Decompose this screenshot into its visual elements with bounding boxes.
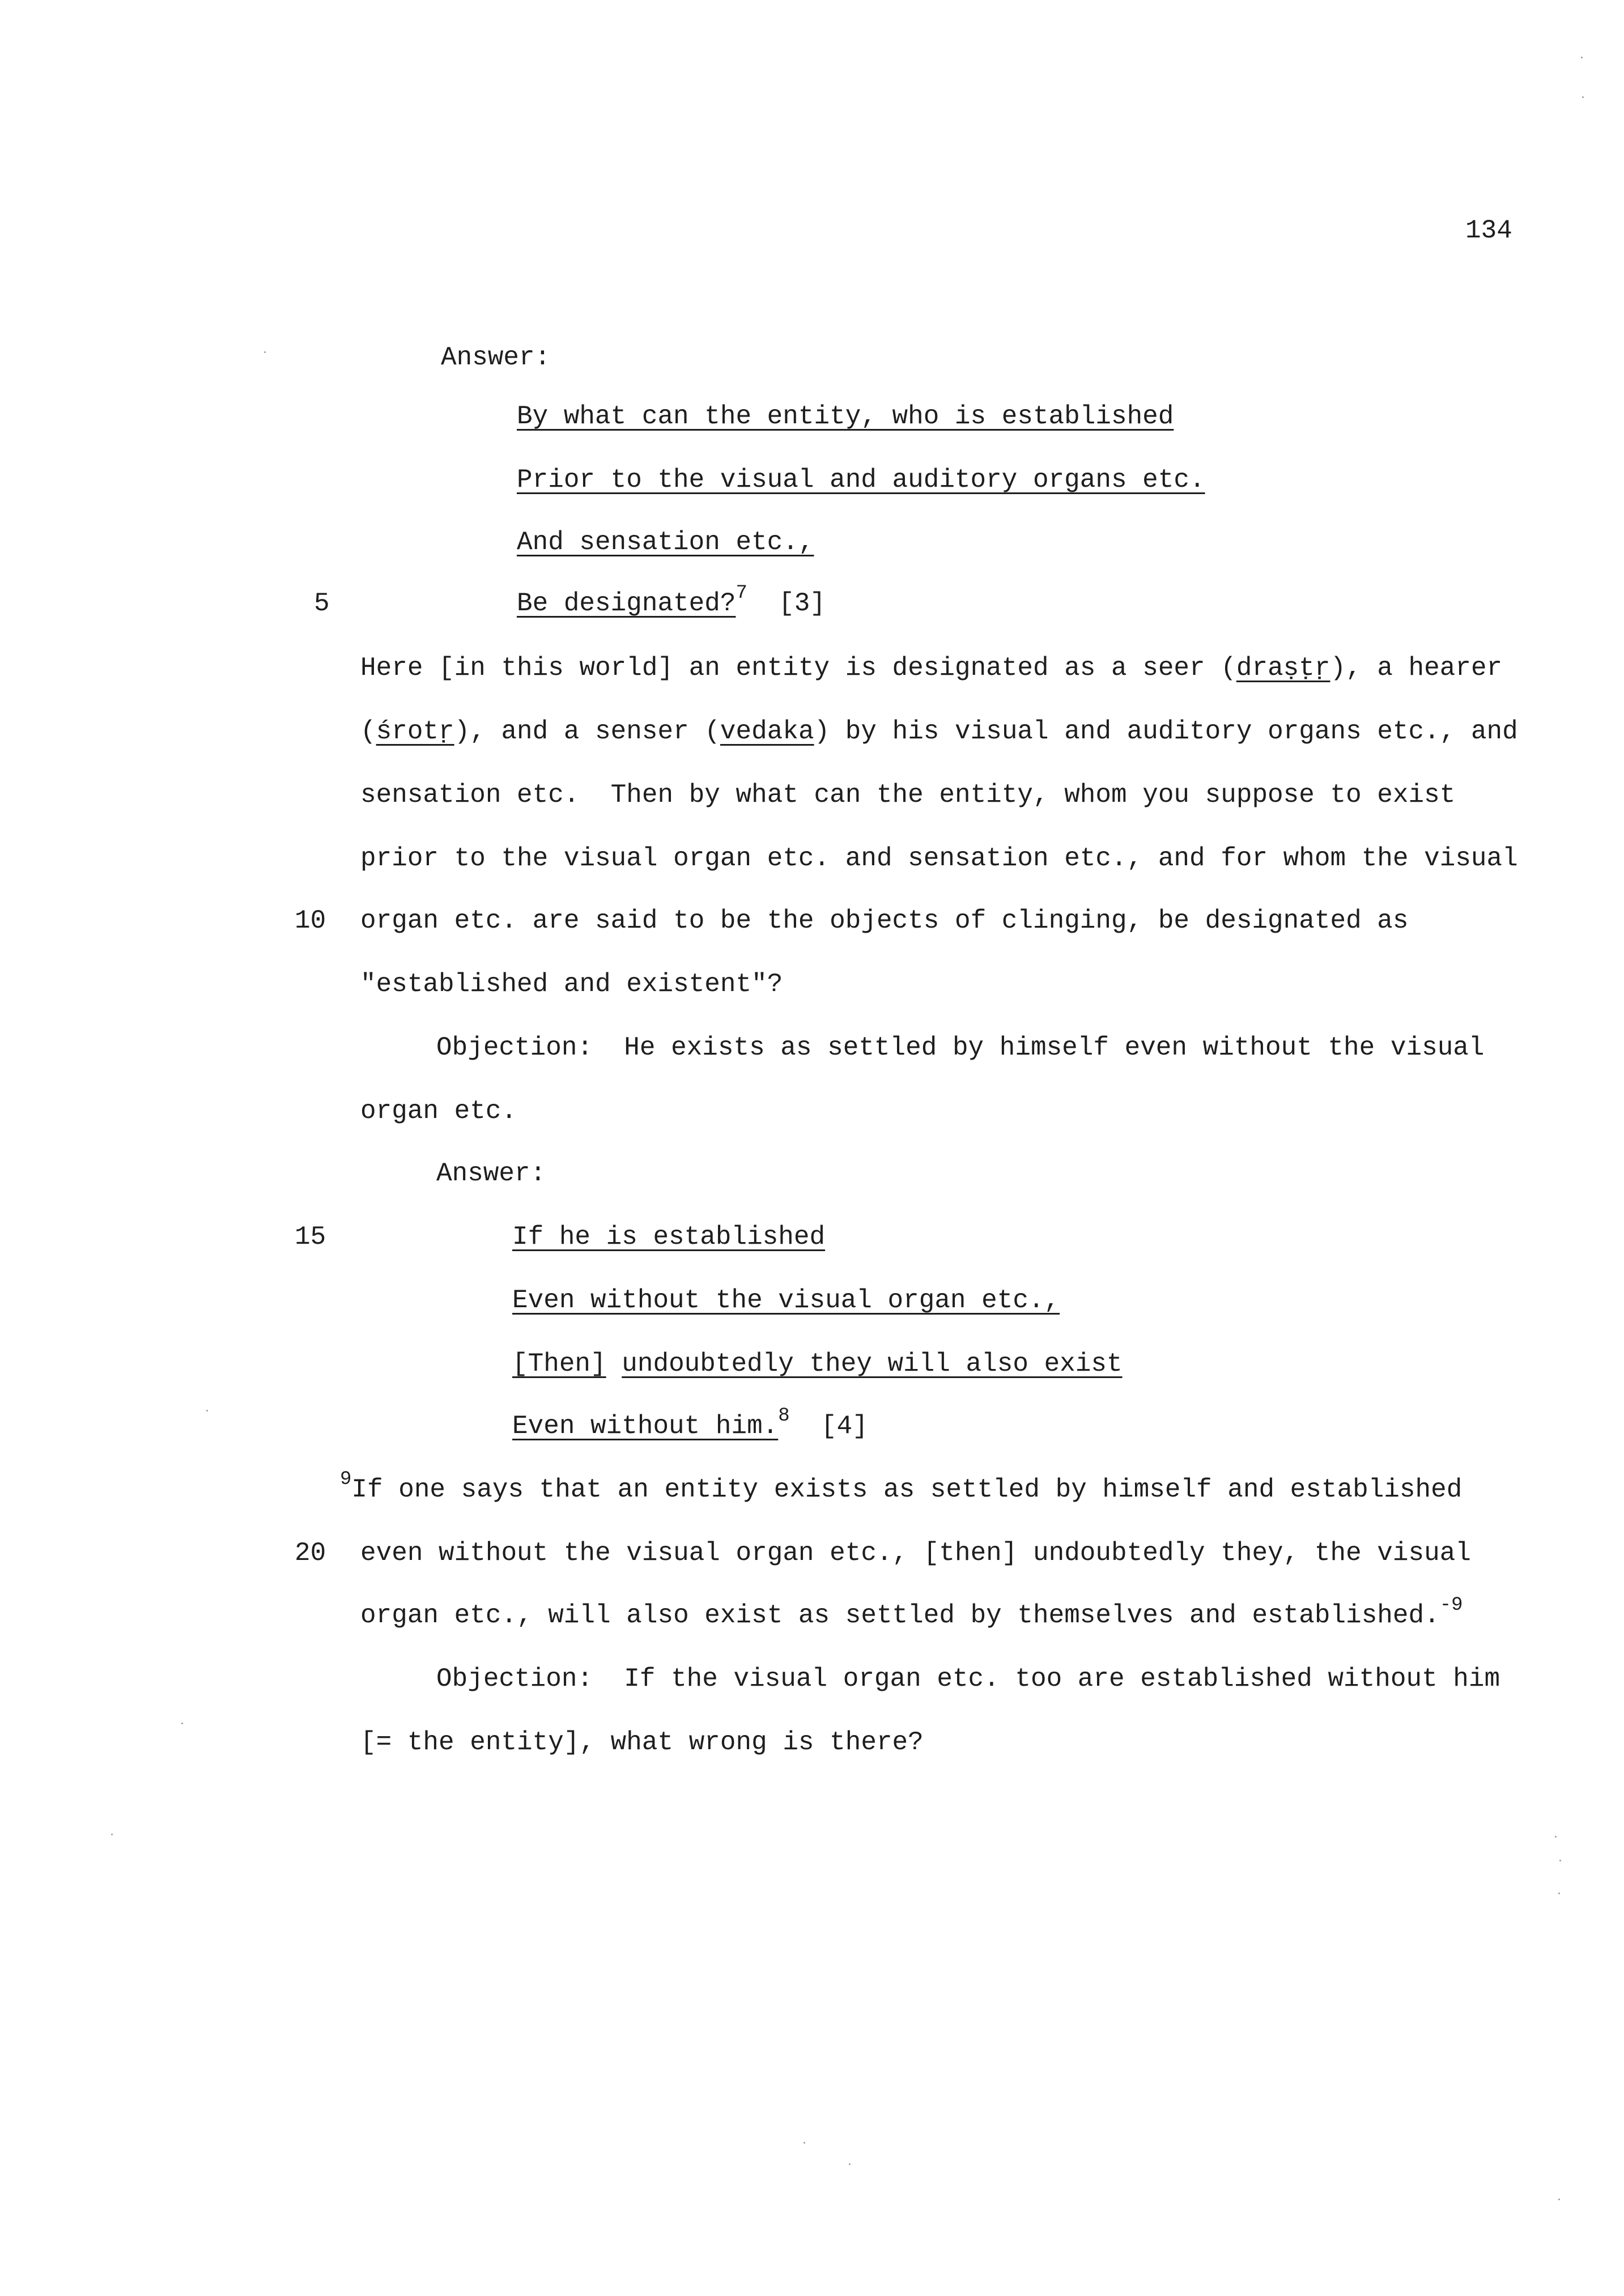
objection-1-line-2: organ etc. <box>360 1096 517 1126</box>
para-1-line-1-a: Here [in this world] an entity is designated as a seer ( <box>360 653 1236 683</box>
verse-4-line-1: If he is established <box>512 1222 826 1252</box>
para-2-line-2: even without the visual organ etc., [then] undoubtedly they, the visual <box>360 1538 1471 1568</box>
scan-speck <box>1555 1836 1557 1838</box>
page-number: 134 <box>1465 216 1512 245</box>
scan-speck <box>804 2142 805 2144</box>
verse-3-line-4 <box>517 582 826 618</box>
answer-label: Answer: <box>441 343 551 372</box>
verse-3-line-4-text: Be designated? <box>517 589 736 618</box>
para-1-line-6: "established and existent"? <box>360 970 783 999</box>
line-number-20: 20 <box>295 1538 326 1568</box>
para-1-line-5: organ etc. are said to be the objects of clinging, be designated as <box>360 906 1409 936</box>
answer-label-2: Answer: <box>436 1159 546 1188</box>
footnote-marker-7: 7 <box>736 582 747 604</box>
para-2-line-3-text: organ etc., will also exist as settled by themselves and established. <box>360 1601 1440 1630</box>
para-1-line-3: sensation etc. Then by what can the entity, whom you suppose to exist <box>360 780 1456 810</box>
para-2-line-1 <box>340 1469 1463 1504</box>
footnote-marker-8: 8 <box>778 1405 790 1427</box>
scan-speck <box>111 1834 113 1835</box>
verse-3-line-3: And sensation etc., <box>517 528 814 557</box>
para-1-line-2-a: ( <box>360 717 376 746</box>
line-number-15: 15 <box>295 1222 326 1252</box>
line-number-10: 10 <box>295 906 326 936</box>
para-2-line-1-text: If one says that an entity exists as settled by himself and established <box>351 1475 1463 1504</box>
verse-3-line-1: By what can the entity, who is established <box>517 402 1174 431</box>
scan-speck <box>1558 1893 1560 1894</box>
verse-4-line-4-text: Even without him. <box>512 1411 779 1441</box>
verse-4-line-2: Even without the visual organ etc., <box>512 1286 1060 1315</box>
scan-speck <box>1559 1860 1561 1861</box>
verse-4-line-4 <box>512 1405 868 1441</box>
verse-4-line-3-bracket: [Then] <box>512 1349 606 1379</box>
para-1-line-1-b: ), a hearer <box>1330 653 1503 683</box>
verse-4-number: [4] <box>820 1411 868 1441</box>
para-1-line-4: prior to the visual organ etc. and sensation etc., and for whom the visual <box>360 844 1518 873</box>
para-1-line-2-b: ), and a senser ( <box>454 717 720 746</box>
verse-3-line-2: Prior to the visual and auditory organs etc. <box>517 465 1205 495</box>
term-vedaka: vedaka <box>720 717 814 746</box>
scan-speck <box>181 1723 183 1724</box>
scan-speck <box>1581 57 1583 58</box>
footnote-close-9: -9 <box>1439 1595 1463 1616</box>
objection-2-line-1: Objection: If the visual organ etc. too are established without him <box>436 1664 1500 1694</box>
objection-1-line-1: Objection: He exists as settled by himself even without the visual <box>436 1033 1485 1062</box>
verse-4-line-3 <box>512 1351 1123 1377</box>
term-srotr: śrotṛ <box>376 717 454 746</box>
objection-2-line-2: [= the entity], what wrong is there? <box>360 1728 924 1757</box>
para-1-line-2 <box>360 718 1518 745</box>
term-drastr: draṣṭṛ <box>1236 653 1330 683</box>
para-2-line-3 <box>360 1595 1463 1630</box>
scan-speck <box>206 1410 208 1411</box>
scan-speck <box>1582 96 1584 98</box>
scan-speck <box>264 351 266 353</box>
verse-4-line-3-text: undoubtedly they will also exist <box>622 1349 1123 1379</box>
scan-speck <box>849 2163 851 2165</box>
footnote-open-9: 9 <box>340 1469 352 1490</box>
scan-speck <box>1558 2199 1560 2200</box>
line-number-5: 5 <box>314 589 330 618</box>
verse-3-number: [3] <box>779 589 826 618</box>
para-1-line-1 <box>360 655 1502 681</box>
para-1-line-2-c: ) by his visual and auditory organs etc., and <box>814 717 1518 746</box>
